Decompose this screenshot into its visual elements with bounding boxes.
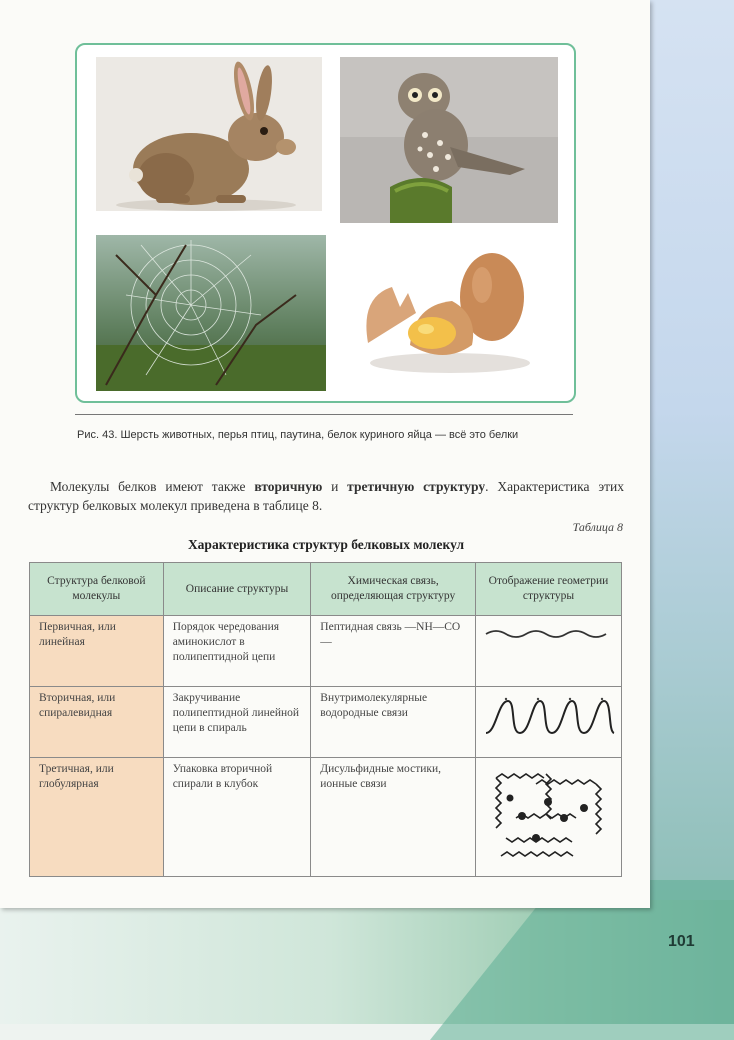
cell-bond: Дисульфидные мостики, ионные связи <box>311 758 476 877</box>
globule-icon <box>476 758 621 868</box>
cell-geometry <box>475 616 621 687</box>
background-right-panel <box>648 0 734 1024</box>
header-geometry: Отображение геометрии структуры <box>475 563 621 616</box>
owl-photo <box>340 57 558 223</box>
header-description: Описание структуры <box>163 563 311 616</box>
header-bond: Химическая связь, определяющая структуру <box>311 563 476 616</box>
cell-description: Порядок чередования аминокислот в полипептидной цепи <box>163 616 311 687</box>
rabbit-photo <box>96 57 322 211</box>
term-tertiary: третичную структуру <box>347 479 486 494</box>
header-structure: Структура белковой молекулы <box>30 563 164 616</box>
page-number: 101 <box>668 933 695 950</box>
figure-caption: Рис. 43. Шерсть животных, перья птиц, паутина, белок куриного яйца — всё это белки <box>77 429 519 441</box>
intro-paragraph: Молекулы белков имеют также вторичную и третичную структуру. Характеристика этих структур белковых молекул приведена в таблице 8. <box>28 479 625 513</box>
cell-structure: Третичная, или глобулярная <box>30 758 164 877</box>
figure-frame <box>75 43 576 403</box>
cell-bond: Пептидная связь —NH—CO— <box>311 616 476 687</box>
cell-description: Упаковка вторичной спирали в клубок <box>163 758 311 877</box>
table-label: Таблица 8 <box>572 520 623 534</box>
cell-geometry <box>475 687 621 758</box>
linear-chain-icon <box>476 616 621 646</box>
cell-bond: Внутримолекулярные водородные связи <box>311 687 476 758</box>
spider-web-photo <box>96 235 326 391</box>
table-row <box>30 687 622 758</box>
table-title: Характеристика структур белковых молекул <box>187 537 465 552</box>
cell-structure: Вторичная, или спиралевидная <box>30 687 164 758</box>
caption-rule <box>75 414 573 415</box>
table-row <box>30 758 622 877</box>
term-secondary: вторичную <box>254 479 323 494</box>
table-row <box>30 616 622 687</box>
cell-structure: Первичная, или линейная <box>30 616 164 687</box>
table-header-row <box>30 563 622 616</box>
egg-photo <box>340 235 558 391</box>
helix-icon <box>476 687 621 749</box>
structure-table <box>29 562 622 877</box>
cell-description: Закручивание полипептидной линейной цепи в спираль <box>163 687 311 758</box>
cell-geometry <box>475 758 621 877</box>
